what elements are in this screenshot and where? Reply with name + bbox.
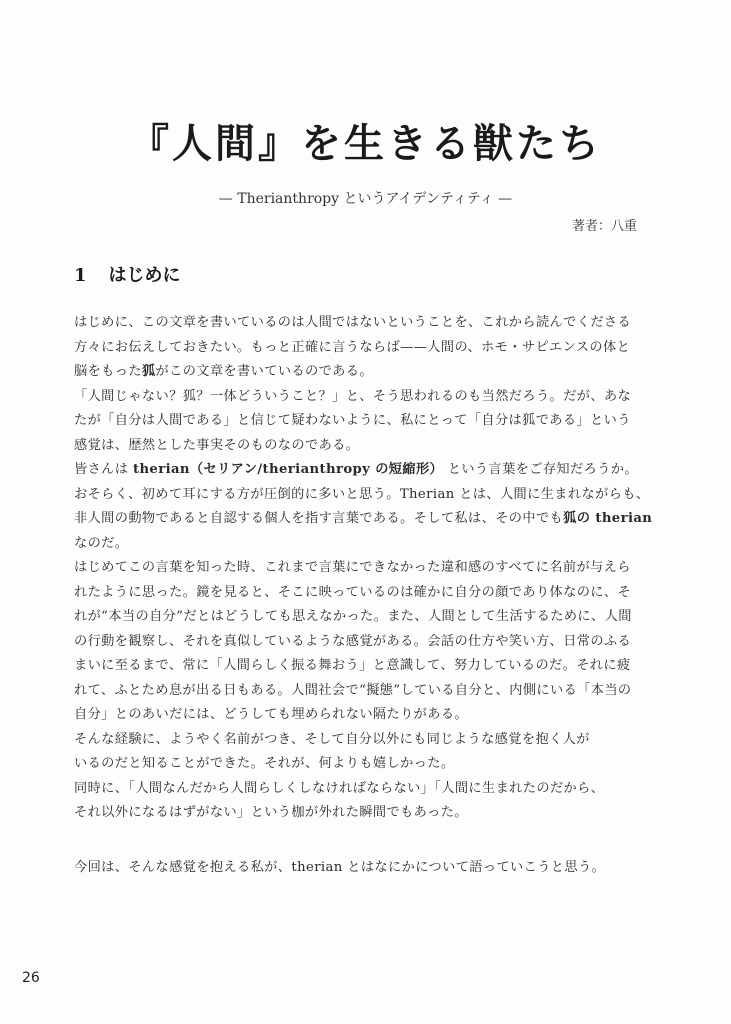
text-run: 脳をもった [74,364,142,379]
page-title: 『人間』を生きる獣たち [129,120,602,167]
paragraph-line [74,458,674,483]
emphasis-text: 狐 [141,364,156,379]
paragraph-line: なのだ。 [74,535,129,551]
closing-line: 今回は、そんな感覚を抱える私が、therian とはなにかについて語っていこうと思う。 [74,859,606,875]
paragraph-line: たが「自分は人間である」と信じて疑わないように、私にとって「自分は狐である」という [74,413,631,428]
paragraph-line [74,360,674,385]
emphasis-text: 狐の therian [563,511,653,526]
author-credit: 著者：八重 [571,219,637,234]
paragraph-line: 感覚は、歴然とした事実そのものなのである。 [74,437,360,453]
paragraph-line: の行動を観察し、それを真似しているような感覚がある。会話の仕方や笑い方、日常のふる [74,633,632,649]
body-text [74,311,674,880]
paragraph-line: はじめてこの言葉を知った時、これまで言葉にできなかった違和感のすべてに名前が与えら [74,560,631,575]
text-run: がこの文章を書いているのである。 [155,364,373,379]
text-run: という言葉をご存知だろうか。 [443,462,638,477]
paragraph-line: 同時に、「人間なんだから人間らしくしなければならない」「人間に生まれたのだから、 [74,780,605,796]
paragraph-line: れて、ふとため息が出る日もある。人間社会で“擬態”している自分と、内側にいる「本当の [74,682,632,698]
paragraph-line: はじめに、この文章を書いているのは人間ではないということを、これから読んでくださる [74,315,632,330]
paragraph-line: いるのだと知ることができた。それが、何よりも嬉しかった。 [74,756,455,771]
paragraph-line: 「人間じゃない？狐？一体どういうこと？」と、そう思われるのも当然だろう。だが、あな [74,388,632,404]
section-title: はじめに [108,265,181,286]
section-heading [74,261,181,287]
subtitle: — Therianthropy というアイデンティティ — [218,191,513,207]
page-number: 26 [22,970,40,986]
paragraph-line: 方々にお伝えしておきたい。もっと正確に言うならば——人間の、ホモ・サピエンスの体と [74,339,631,355]
paragraph-line: そんな経験に、ようやく名前がつき、そして自分以外にも同じような感覚を抱く人が [74,731,590,747]
paragraph-line [74,507,674,532]
paragraph-line: 自分」とのあいだには、どうしても埋められない隔たりがある。 [74,707,469,722]
paragraph-line: まいに至るまで、常に「人間らしく振る舞おう」と意識して、努力しているのだ。それに疲 [74,658,631,673]
section-number: 1 [74,265,87,286]
paragraph-line: れたように思った。鏡を見ると、そこに映っているのは確かに自分の顔であり体なのに、そ [74,584,632,600]
paragraph-line: れが“本当の自分”だとはどうしても思えなかった。また、人間として生活するために、人間 [74,609,632,624]
text-run: 非人間の動物であると自認する個人を指す言葉である。そして私は、その中でも [74,511,564,526]
paragraph-line: おそらく、初めて耳にする方が圧倒的に多いと思う。Therian とは、人間に生まれながらも、 [74,486,650,502]
emphasis-text: therian（セリアン/therianthropy の短縮形） [132,462,444,477]
paragraph-line: それ以外になるはずがない」という枷が外れた瞬間でもあった。 [74,805,468,820]
text-run: 皆さんは [74,462,133,477]
